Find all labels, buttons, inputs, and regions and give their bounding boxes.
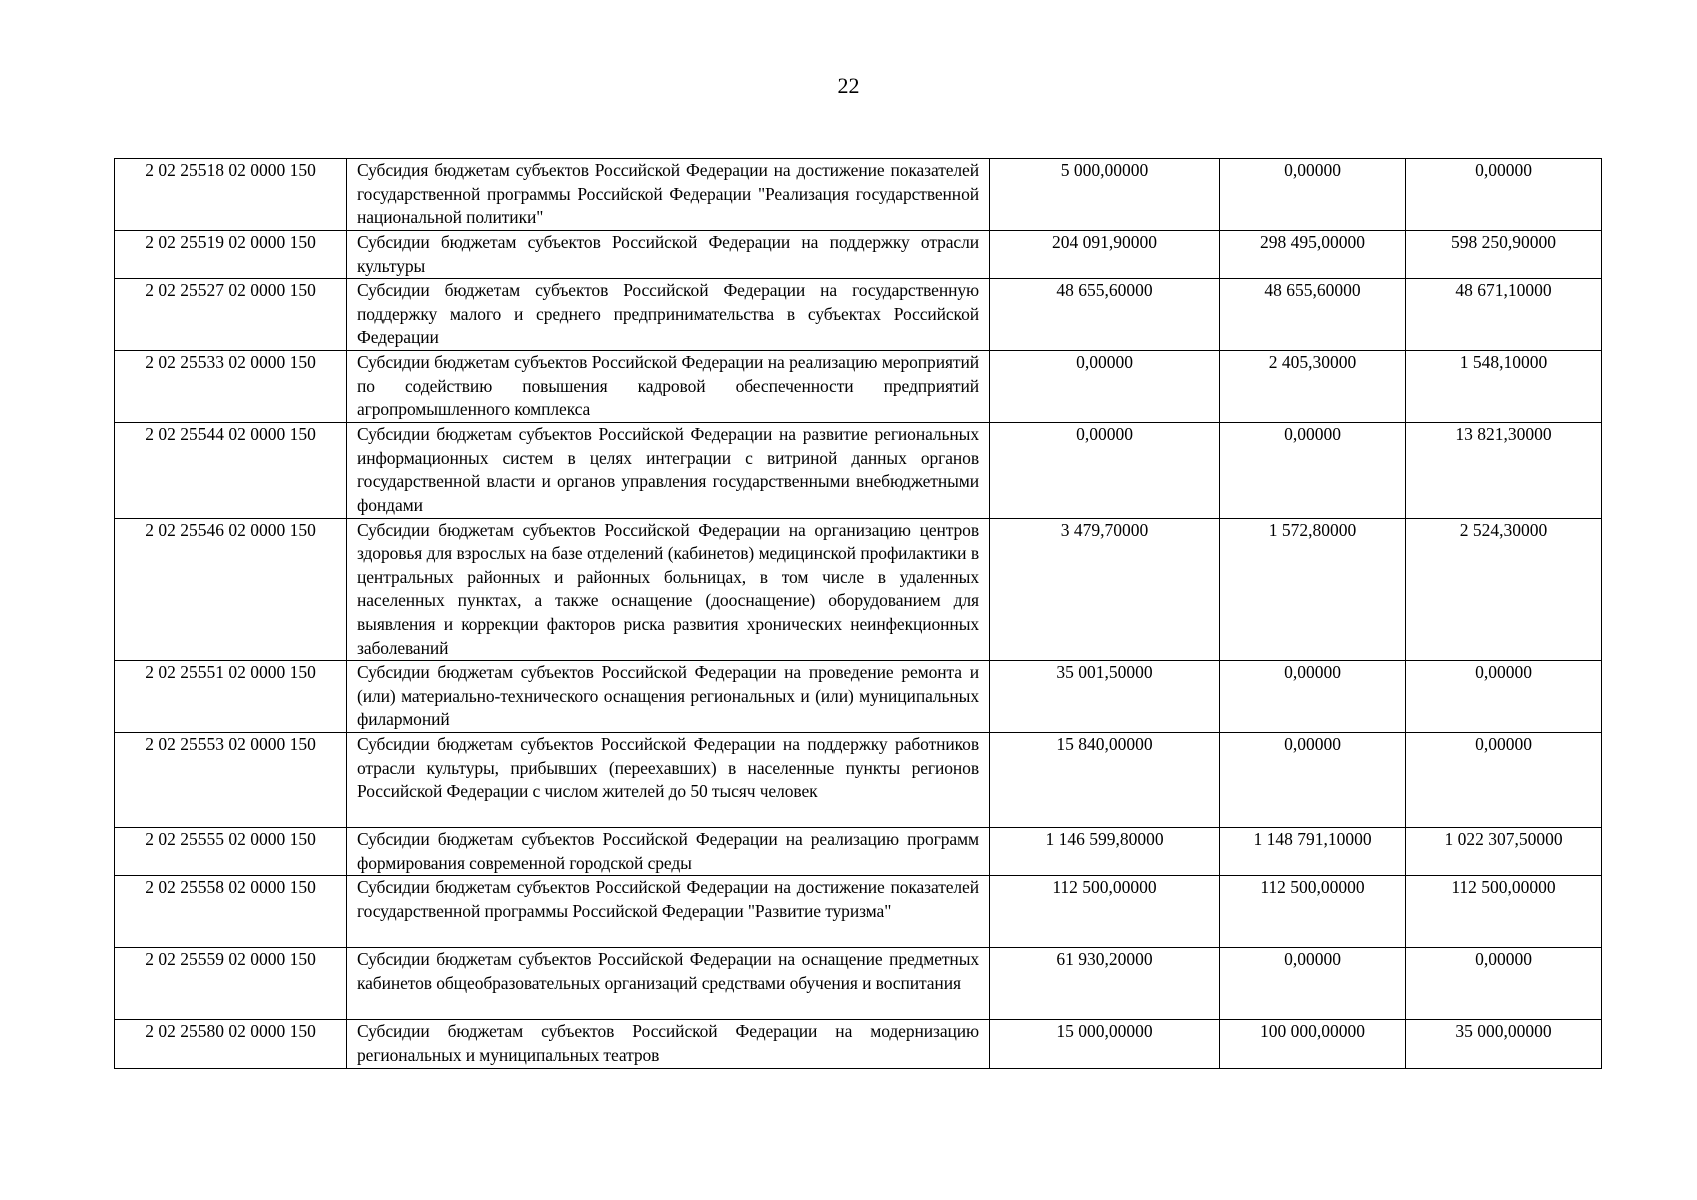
budget-code-cell: 2 02 25519 02 0000 150 bbox=[115, 231, 347, 279]
amount-year-2-cell: 2 405,30000 bbox=[1220, 351, 1406, 423]
budget-code-cell: 2 02 25527 02 0000 150 bbox=[115, 279, 347, 351]
table-row bbox=[115, 661, 1602, 733]
amount-year-2-cell: 112 500,00000 bbox=[1220, 876, 1406, 948]
description-cell: Субсидии бюджетам субъектов Российской Федерации на реализацию мероприятий по содействию повышения кадровой обеспеченности предприятий агропромышленного комплекса bbox=[347, 351, 990, 423]
amount-year-3-cell: 1 022 307,50000 bbox=[1406, 828, 1602, 876]
description-cell: Субсидии бюджетам субъектов Российской Федерации на достижение показателей государственной программы Российской Федерации "Развитие туризма" bbox=[347, 876, 990, 948]
amount-year-2-cell: 0,00000 bbox=[1220, 423, 1406, 518]
amount-year-1-cell: 112 500,00000 bbox=[990, 876, 1220, 948]
amount-year-1-cell: 0,00000 bbox=[990, 351, 1220, 423]
amount-year-2-cell: 100 000,00000 bbox=[1220, 1020, 1406, 1068]
amount-year-2-cell: 1 572,80000 bbox=[1220, 518, 1406, 661]
amount-year-2-cell: 298 495,00000 bbox=[1220, 231, 1406, 279]
amount-year-1-cell: 204 091,90000 bbox=[990, 231, 1220, 279]
amount-year-3-cell: 35 000,00000 bbox=[1406, 1020, 1602, 1068]
amount-year-1-cell: 15 000,00000 bbox=[990, 1020, 1220, 1068]
amount-year-2-cell: 0,00000 bbox=[1220, 661, 1406, 733]
amount-year-1-cell: 35 001,50000 bbox=[990, 661, 1220, 733]
table-row bbox=[115, 518, 1602, 661]
table-row bbox=[115, 351, 1602, 423]
amount-year-3-cell: 0,00000 bbox=[1406, 948, 1602, 1020]
budget-code-cell: 2 02 25546 02 0000 150 bbox=[115, 518, 347, 661]
amount-year-3-cell: 112 500,00000 bbox=[1406, 876, 1602, 948]
amount-year-3-cell: 0,00000 bbox=[1406, 733, 1602, 828]
amount-year-1-cell: 15 840,00000 bbox=[990, 733, 1220, 828]
description-cell: Субсидии бюджетам субъектов Российской Федерации на оснащение предметных кабинетов общеобразовательных организаций средствами обучения и воспитания bbox=[347, 948, 990, 1020]
table-row bbox=[115, 876, 1602, 948]
description-cell: Субсидии бюджетам субъектов Российской Федерации на государственную поддержку малого и среднего предпринимательства в субъектах Российской Федерации bbox=[347, 279, 990, 351]
budget-code-cell: 2 02 25518 02 0000 150 bbox=[115, 159, 347, 231]
description-cell: Субсидии бюджетам субъектов Российской Федерации на проведение ремонта и (или) материально-технического оснащения региональных и (или) муниципальных филармоний bbox=[347, 661, 990, 733]
budget-code-cell: 2 02 25580 02 0000 150 bbox=[115, 1020, 347, 1068]
amount-year-1-cell: 48 655,60000 bbox=[990, 279, 1220, 351]
budget-code-cell: 2 02 25533 02 0000 150 bbox=[115, 351, 347, 423]
amount-year-1-cell: 61 930,20000 bbox=[990, 948, 1220, 1020]
amount-year-2-cell: 1 148 791,10000 bbox=[1220, 828, 1406, 876]
amount-year-3-cell: 13 821,30000 bbox=[1406, 423, 1602, 518]
description-cell: Субсидии бюджетам субъектов Российской Федерации на реализацию программ формирования современной городской среды bbox=[347, 828, 990, 876]
table-row bbox=[115, 159, 1602, 231]
table-row bbox=[115, 733, 1602, 828]
table-row bbox=[115, 828, 1602, 876]
description-cell: Субсидии бюджетам субъектов Российской Федерации на поддержку работников отрасли культуры, прибывших (переехавших) в населенные пункты регионов Российской Федерации с числом жителей до 50 тысяч человек bbox=[347, 733, 990, 828]
budget-code-cell: 2 02 25551 02 0000 150 bbox=[115, 661, 347, 733]
budget-code-cell: 2 02 25555 02 0000 150 bbox=[115, 828, 347, 876]
amount-year-2-cell: 0,00000 bbox=[1220, 948, 1406, 1020]
amount-year-3-cell: 598 250,90000 bbox=[1406, 231, 1602, 279]
description-cell: Субсидии бюджетам субъектов Российской Федерации на модернизацию региональных и муниципальных театров bbox=[347, 1020, 990, 1068]
amount-year-3-cell: 1 548,10000 bbox=[1406, 351, 1602, 423]
budget-code-cell: 2 02 25553 02 0000 150 bbox=[115, 733, 347, 828]
table-row bbox=[115, 1020, 1602, 1068]
budget-code-cell: 2 02 25559 02 0000 150 bbox=[115, 948, 347, 1020]
amount-year-3-cell: 48 671,10000 bbox=[1406, 279, 1602, 351]
description-cell: Субсидии бюджетам субъектов Российской Федерации на развитие региональных информационных систем в целях интеграции с витриной данных органов государственной власти и органов управления государственными внебюджетными фондами bbox=[347, 423, 990, 518]
page-number: 22 bbox=[837, 73, 860, 98]
amount-year-1-cell: 1 146 599,80000 bbox=[990, 828, 1220, 876]
table-row bbox=[115, 423, 1602, 518]
amount-year-2-cell: 0,00000 bbox=[1220, 733, 1406, 828]
description-cell: Субсидии бюджетам субъектов Российской Федерации на поддержку отрасли культуры bbox=[347, 231, 990, 279]
budget-table bbox=[114, 158, 1602, 1069]
description-cell: Субсидии бюджетам субъектов Российской Федерации на организацию центров здоровья для взрослых на базе отделений (кабинетов) медицинской профилактики в центральных районных и районных больницах, в том числе в удаленных населенных пунктах, а также оснащение (дооснащение) оборудованием для выявления и коррекции факторов риска развития хронических неинфекционных заболеваний bbox=[347, 518, 990, 661]
budget-code-cell: 2 02 25544 02 0000 150 bbox=[115, 423, 347, 518]
table-row bbox=[115, 948, 1602, 1020]
amount-year-1-cell: 0,00000 bbox=[990, 423, 1220, 518]
amount-year-2-cell: 0,00000 bbox=[1220, 159, 1406, 231]
amount-year-1-cell: 5 000,00000 bbox=[990, 159, 1220, 231]
table-row bbox=[115, 231, 1602, 279]
amount-year-1-cell: 3 479,70000 bbox=[990, 518, 1220, 661]
budget-code-cell: 2 02 25558 02 0000 150 bbox=[115, 876, 347, 948]
amount-year-3-cell: 0,00000 bbox=[1406, 661, 1602, 733]
amount-year-2-cell: 48 655,60000 bbox=[1220, 279, 1406, 351]
table-row bbox=[115, 279, 1602, 351]
amount-year-3-cell: 2 524,30000 bbox=[1406, 518, 1602, 661]
description-cell: Субсидия бюджетам субъектов Российской Федерации на достижение показателей государственной программы Российской Федерации "Реализация государственной национальной политики" bbox=[347, 159, 990, 231]
amount-year-3-cell: 0,00000 bbox=[1406, 159, 1602, 231]
